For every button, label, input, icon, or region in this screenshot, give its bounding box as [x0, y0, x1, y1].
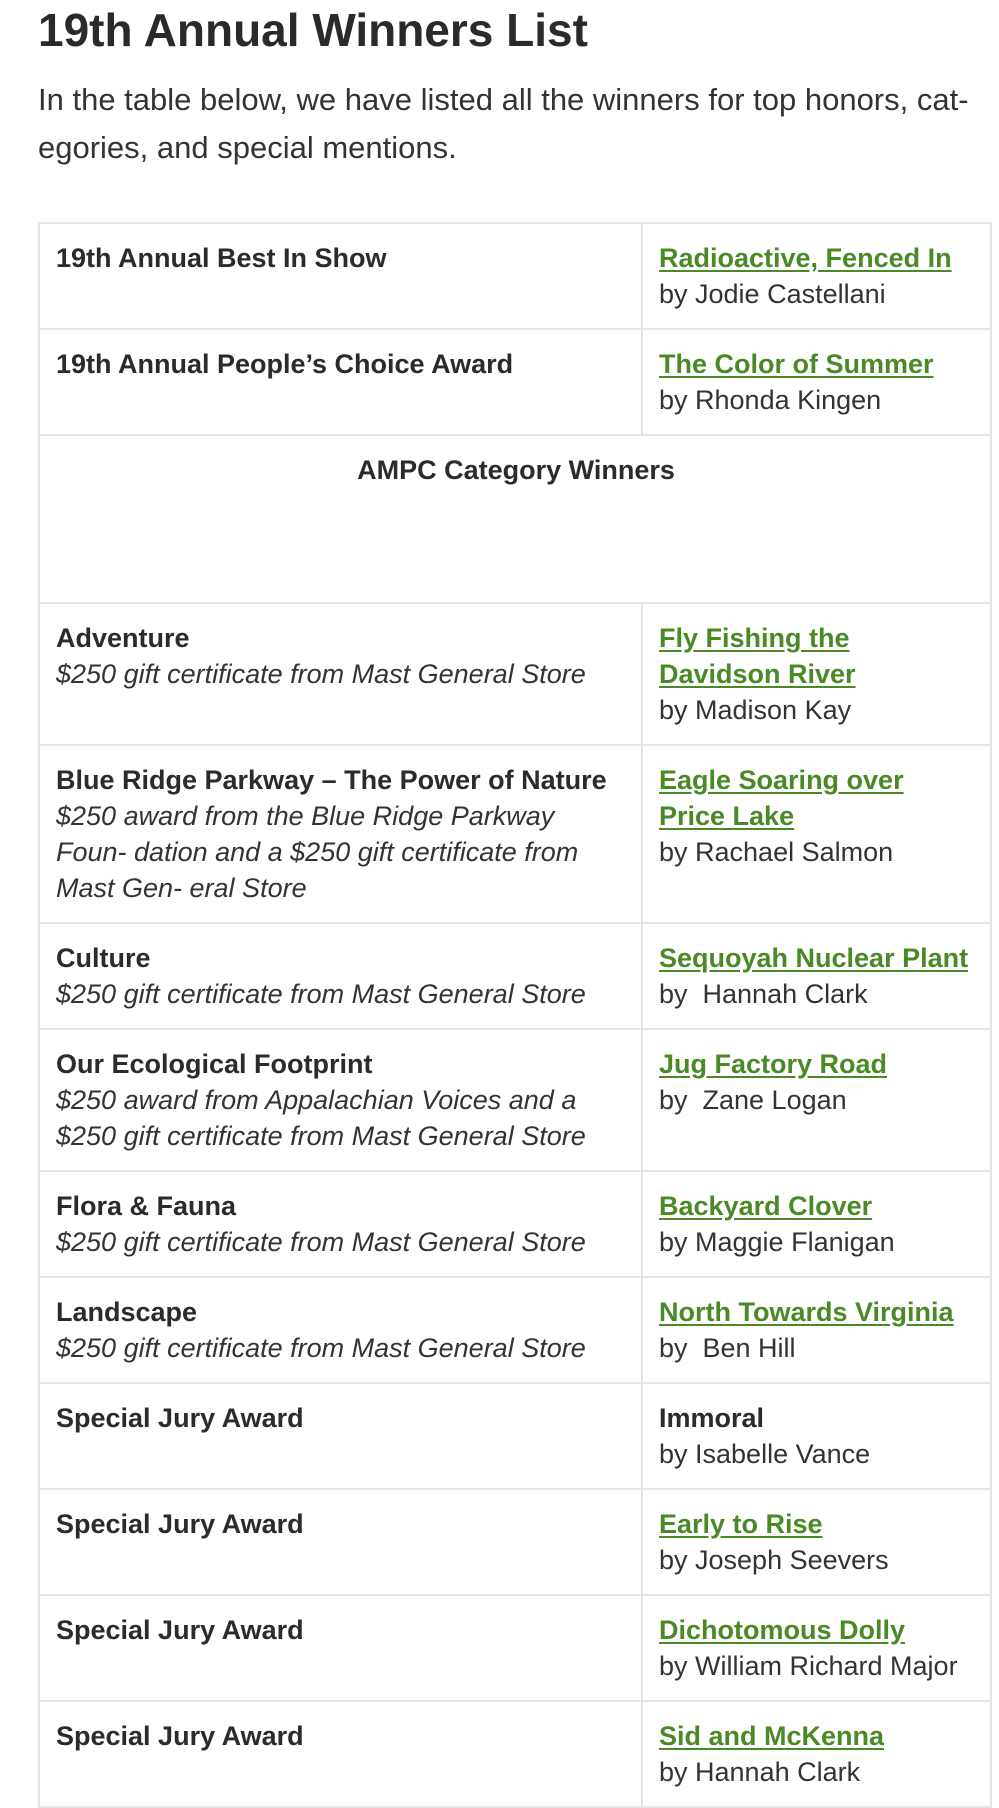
- table-row: [39, 745, 991, 923]
- photographer: by Zane Logan: [659, 1085, 847, 1115]
- table-row: [39, 329, 991, 435]
- table-row: [39, 1595, 991, 1701]
- winner-cell: [642, 745, 991, 923]
- winner-cell: [642, 1701, 991, 1807]
- photographer: by Rachael Salmon: [659, 837, 894, 867]
- winner-cell: [642, 223, 991, 329]
- photographer: by Ben Hill: [659, 1333, 796, 1363]
- award-name: Landscape: [56, 1297, 198, 1327]
- winners-table: [38, 222, 992, 1808]
- table-row: [39, 1383, 991, 1489]
- winner-cell: [642, 1171, 991, 1277]
- award-cell: [39, 1489, 642, 1595]
- winner-cell: [642, 1277, 991, 1383]
- award-name: Special Jury Award: [56, 1403, 304, 1433]
- award-prize: $250 gift certificate from Mast General Store: [56, 659, 586, 689]
- winner-link[interactable]: Early to Rise: [659, 1509, 823, 1539]
- winner-cell: [642, 1029, 991, 1171]
- award-prize: $250 award from the Blue Ridge Parkway Foun- dation and a $250 gift certificate from Mast Gen- eral Store: [56, 801, 579, 903]
- winner-link[interactable]: North Towards Virginia: [659, 1297, 954, 1327]
- table-row: [39, 1171, 991, 1277]
- photographer: by Hannah Clark: [659, 1757, 861, 1787]
- award-cell: [39, 1171, 642, 1277]
- photographer: by Joseph Seevers: [659, 1545, 889, 1575]
- award-cell: [39, 329, 642, 435]
- winner-cell: [642, 1489, 991, 1595]
- award-cell: [39, 745, 642, 923]
- award-cell: [39, 1595, 642, 1701]
- photographer: by Maggie Flanigan: [659, 1227, 895, 1257]
- table-row: [39, 1277, 991, 1383]
- photographer: by Isabelle Vance: [659, 1439, 871, 1469]
- award-prize: $250 gift certificate from Mast General Store: [56, 1333, 586, 1363]
- award-cell: [39, 923, 642, 1029]
- award-name: Our Ecological Footprint: [56, 1049, 373, 1079]
- award-name: Blue Ridge Parkway – The Power of Nature: [56, 765, 607, 795]
- award-cell: [39, 1277, 642, 1383]
- winner-link[interactable]: Eagle Soaring over Price Lake: [659, 765, 904, 831]
- winner-cell: [642, 1383, 991, 1489]
- winner-cell: [642, 603, 991, 745]
- section-heading: AMPC Category Winners: [39, 435, 991, 603]
- award-prize: $250 gift certificate from Mast General Store: [56, 979, 586, 1009]
- intro-text: In the table below, we have listed all the winners for top honors, cat- egories, and special mentions.: [38, 82, 969, 165]
- award-name: 19th Annual Best In Show: [56, 243, 387, 273]
- table-row: [39, 223, 991, 329]
- page-title: 19th Annual Winners List: [38, 4, 588, 56]
- winner-link[interactable]: Sid and McKenna: [659, 1721, 885, 1751]
- winner-link[interactable]: Backyard Clover: [659, 1191, 873, 1221]
- photographer: by William Richard Major: [659, 1651, 958, 1681]
- winner-link[interactable]: Fly Fishing the Davidson River: [659, 623, 856, 689]
- winner-link[interactable]: Sequoyah Nuclear Plant: [659, 943, 969, 973]
- photographer: by Jodie Castellani: [659, 279, 886, 309]
- table-row: [39, 1029, 991, 1171]
- award-name: 19th Annual People’s Choice Award: [56, 349, 514, 379]
- table-row: [39, 435, 991, 603]
- award-name: Special Jury Award: [56, 1615, 304, 1645]
- winner-link[interactable]: Radioactive, Fenced In: [659, 243, 952, 273]
- award-cell: [39, 1701, 642, 1807]
- winner-link[interactable]: Dichotomous Dolly: [659, 1615, 906, 1645]
- award-cell: [39, 1383, 642, 1489]
- award-name: Flora & Fauna: [56, 1191, 237, 1221]
- award-name: Adventure: [56, 623, 190, 653]
- award-name: Special Jury Award: [56, 1721, 304, 1751]
- page: [0, 0, 999, 172]
- photographer: by Rhonda Kingen: [659, 385, 882, 415]
- award-prize: $250 gift certificate from Mast General Store: [56, 1227, 586, 1257]
- award-name: Special Jury Award: [56, 1509, 304, 1539]
- photographer: by Hannah Clark: [659, 979, 868, 1009]
- winner-title: Immoral: [659, 1403, 765, 1433]
- table-row: [39, 1489, 991, 1595]
- award-prize: $250 award from Appalachian Voices and a $250 gift certificate from Mast General Store: [56, 1085, 586, 1151]
- table-row: [39, 1701, 991, 1807]
- winner-link[interactable]: Jug Factory Road: [659, 1049, 888, 1079]
- photographer: by Madison Kay: [659, 695, 852, 725]
- winner-link[interactable]: The Color of Summer: [659, 349, 934, 379]
- award-cell: [39, 603, 642, 745]
- winner-cell: [642, 923, 991, 1029]
- award-cell: [39, 223, 642, 329]
- winner-cell: [642, 329, 991, 435]
- table-row: [39, 923, 991, 1029]
- winner-cell: [642, 1595, 991, 1701]
- table-row: [39, 603, 991, 745]
- award-name: Culture: [56, 943, 151, 973]
- award-cell: [39, 1029, 642, 1171]
